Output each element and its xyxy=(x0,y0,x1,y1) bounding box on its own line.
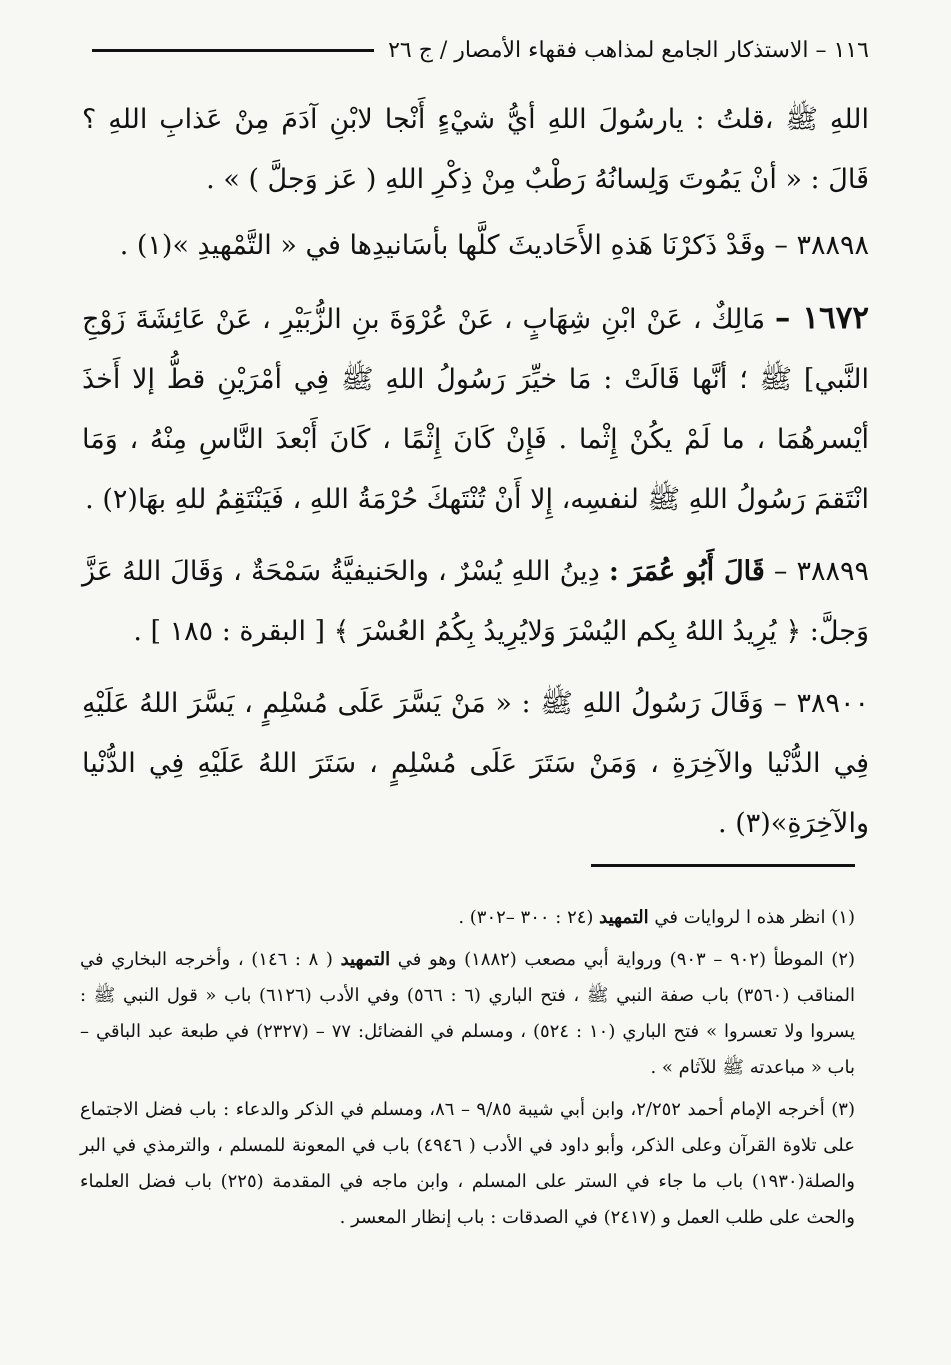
footnote-text: انظر هذه ا لروايات في xyxy=(654,907,826,928)
paragraph-1672 xyxy=(82,288,869,530)
footnote-2 xyxy=(80,942,855,1086)
footnote-mark: (٣) xyxy=(831,1099,855,1120)
footnote-book-title: التمهيد xyxy=(340,949,391,970)
footnote-mark: (٢) xyxy=(831,949,856,970)
header-rule xyxy=(92,49,374,52)
footnote-3 xyxy=(80,1092,855,1236)
footnote-mark: (١) xyxy=(831,907,855,928)
paragraph-38899 xyxy=(82,542,869,662)
paragraph-38898: ٣٨٨٩٨ – وقَدْ ذَكرْنَا هَذهِ الأَحَاديثَ كلَّها بأسَانيدِها في « التَّمْهيدِ »(١) . xyxy=(119,230,869,261)
footnote-separator xyxy=(591,864,855,867)
footnote-text: (٢٤ : ٣٠٠ –٣٠٢) . xyxy=(458,907,594,928)
footnote-book-title: التمهيد xyxy=(599,907,649,928)
footnote-text: أخرجه الإمام أحمد ٢/٢٥٢، وابن أبي شيبة ٩/٨٥ – ٨٦، ومسلم في الذكر والدعاء : باب فضل الاجتماع على تلاوة القرآن وعلى الذكر، وأبو داود في الأدب ( ٤٩٤٦) باب في المعونة للمسلم ، والترمذي في البر والصلة(١٩٣٠) باب ما جاء في الستر على المسلم ، وابن ماجه في المقدمة (٢٢٥) باب فضل العلماء والحث على طلب العمل و (٢٤١٧) في الصدقات : باب إنظار المعسر . xyxy=(80,1099,855,1228)
footnotes xyxy=(80,900,855,1242)
footnote-1 xyxy=(80,900,855,936)
paragraph-1: اللهِ ﷺ ،قلتُ : يارسُولَ اللهِ أيُّ شيْءٍ أَنْجا لابْنِ آدَمَ مِنْ عَذابِ اللهِ ؟ قَالَ : « أنْ يَمُوتَ وَلِسانُهُ رَطْبٌ مِنْ ذِكْرِ اللهِ ( عَز وَجلَّ ) » . xyxy=(82,104,869,195)
paragraph-text: دِينُ اللهِ يُسْرٌ ، والحَنيفيَّةُ سَمْحَةٌ ، وَقَالَ اللهُ عَزَّ وَجلَّ: ﴿ يُرِيدُ اللهُ بِكم اليُسْرَ وَلايُرِيدُ بِكُمُ العُسْرَ ﴾ [ البقرة : ١٨٥ ] . xyxy=(82,556,869,647)
main-text xyxy=(82,90,869,866)
running-header xyxy=(92,30,869,70)
header-title: ١١٦ – الاستذكار الجامع لمذاهب فقهاء الأمصار / ج ٢٦ xyxy=(388,37,869,63)
paragraph-number: ٣٨٨٩٩ – xyxy=(773,556,870,587)
footnote-text: ( ٨ : ١٤٦) ، وأخرجه البخاري في المناقب (٣٥٦٠) باب صفة النبي ﷺ ، فتح الباري (٦ : ٥٦٦) وفي الأدب (٦١٢٦) باب « قول النبي ﷺ : يسروا ولا تعسروا » فتح الباري (١٠ : ٥٢٤) ، ومسلم في الفضائل: ٧٧ – (٢٣٢٧) في طبعة عبد الباقي – باب « مباعدته ﷺ للآثام » . xyxy=(80,949,856,1078)
footnote-text: الموطأ (٩٠٢ – ٩٠٣) ورواية أبي مصعب (١٨٨٢) وهو في xyxy=(397,949,824,970)
hadith-text: مَالِكٌ ، عَنْ ابْنِ شِهَابٍ ، عَنْ عُرْوَةَ بنِ الزُّبَيْرِ ، عَنْ عَائِشَةَ زَوْجِ النَّبي] ﷺ ؛ أنَّها قَالَتْ : مَا خيِّرَ رَسُولُ اللهِ ﷺ فِي أمْرَيْنِ قطُّ إلا أَخذَ أيْسرهُمَا ، ما لَمْ يكُنْ إِثْما . فَإِنْ كَانَ إِثْمًا ، كَانَ أَبْعدَ النَّاسِ مِنْهُ ، وَمَا انْتَقمَ رَسُولُ اللهِ ﷺ لنفسِه، إِلا أَنْ تُنْتَهكَ حُرْمَةُ اللهِ ، فَيَنْتَقِمُ للهِ بهَا(٢) . xyxy=(82,304,869,515)
paragraph-38900: ٣٨٩٠٠ – وَقَالَ رَسُولُ اللهِ ﷺ : « مَنْ يَسَّرَ عَلَى مُسْلِمٍ ، يَسَّرَ اللهُ عَلَيْهِ فِي الدُّنْيا والآخِرَةِ ، وَمَنْ سَتَرَ عَلَى مُسْلِمٍ ، سَتَرَ اللهُ عَلَيْهِ فِي الدُّنْيا والآخِرَةِ»(٣) . xyxy=(82,688,869,839)
hadith-number: ١٦٧٢ – xyxy=(774,300,869,336)
speaker-lead: قَالَ أَبُو عُمَرَ : xyxy=(608,556,765,587)
